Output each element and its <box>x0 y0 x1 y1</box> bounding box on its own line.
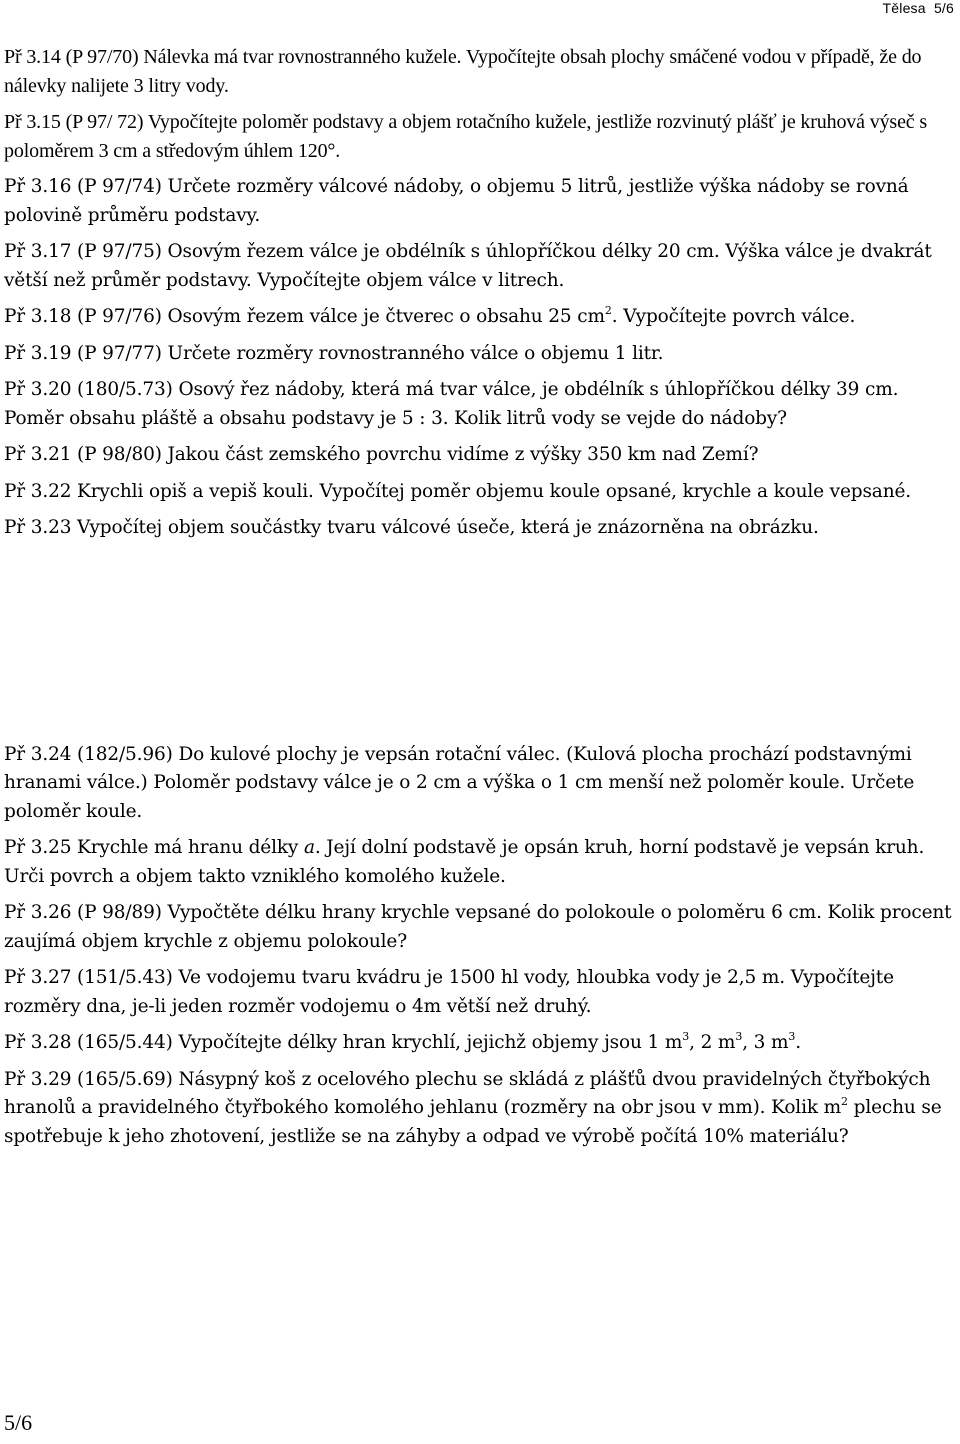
problem-text: Př 3.14 (P 97/70) Nálevka má tvar rovnostranného kužele. Vypočítejte obsah plochy smáčené vodou v případě, že do nálevky nalijete 3 litry vody. <box>4 46 922 97</box>
superscript: 3 <box>682 1029 690 1043</box>
figure-space <box>4 551 956 741</box>
problem-3-29 <box>4 1066 956 1152</box>
page-footer <box>4 1410 32 1436</box>
problem-3-21 <box>4 441 956 470</box>
page-header <box>883 0 954 16</box>
problem-text: Př 3.17 (P 97/75) Osovým řezem válce je obdélník s úhlopříčkou délky 20 cm. Výška válce je dvakrát větší než průměr podstavy. Vypočítejte objem válce v litrech. <box>4 241 932 291</box>
problem-text: Př 3.23 Vypočítej objem součástky tvaru válcové úseče, která je znázorněna na obrázku. <box>4 517 819 538</box>
problem-3-18 <box>4 303 956 332</box>
problem-3-28 <box>4 1029 956 1058</box>
superscript: 3 <box>788 1029 796 1043</box>
problem-text: Př 3.25 Krychle má hranu délky <box>4 837 304 858</box>
superscript: 3 <box>735 1029 743 1043</box>
problem-text: Př 3.20 (180/5.73) Osový řez nádoby, která má tvar válce, je obdélník s úhlopříčkou délky 39 cm. Poměr obsahu pláště a obsahu podstavy je 5 : 3. Kolik litrů vody se vejde do nádoby? <box>4 379 899 429</box>
problem-3-27 <box>4 964 956 1021</box>
problem-text: Př 3.22 Krychli opiš a vepiš kouli. Vypočítej poměr objemu koule opsané, krychle a koule vepsané. <box>4 480 911 502</box>
problem-text: Př 3.16 (P 97/74) Určete rozměry válcové nádoby, o objemu 5 litrů, jestliže výška nádoby se rovná polovině průměru podstavy. <box>4 176 909 226</box>
problem-text: Př 3.29 (165/5.69) Násypný koš z ocelového plechu se skládá z plášťů dvou pravidelných čtyřbokých hranolů a pravidelného čtyřbokého komolého jehlanu (rozměry na obr jsou v mm). Kolik m <box>4 1068 931 1118</box>
problem-text: Př 3.28 (165/5.44) Vypočítejte délky hran krychlí, jejichž objemy jsou 1 m <box>4 1032 683 1053</box>
problem-text: Př 3.21 (P 98/80) Jakou část zemského povrchu vidíme z výšky 350 km nad Zemí? <box>4 444 759 465</box>
problem-text: plechu se spotřebuje k jeho zhotovení, jestliže se na záhyby a odpad ve výrobě počítá 10% materiálu? <box>4 1097 942 1147</box>
problem-3-24 <box>4 741 956 827</box>
problem-text: Př 3.15 (P 97/ 72) Vypočítejte poloměr podstavy a objem rotačního kužele, jestliže rozvinutý plášť je kruhová výseč s poloměrem 3 cm a středovým úhlem 120°. <box>4 111 928 162</box>
superscript: 2 <box>604 303 612 317</box>
problem-text: , 3 m <box>742 1032 789 1053</box>
problem-text: , 2 m <box>689 1032 736 1053</box>
problem-3-15 <box>4 108 956 165</box>
problem-text: Př 3.18 (P 97/76) Osovým řezem válce je čtverec o obsahu 25 cm <box>4 306 605 327</box>
problem-text: Př 3.24 (182/5.96) Do kulové plochy je vepsán rotační válec. (Kulová plocha prochází podstavnými hranami válce.) Poloměr podstavy válce je o 2 cm a výška o 1 cm menší než poloměr koule. Určete poloměr koule. <box>4 743 915 822</box>
problem-text: . Její dolní podstavě je opsán kruh, horní podstavě je vepsán kruh. Urči povrch a objem takto vzniklého komolého kužele. <box>4 837 925 887</box>
problem-3-14 <box>4 43 956 100</box>
problem-list <box>4 43 956 1159</box>
problem-text: Př 3.27 (151/5.43) Ve vodojemu tvaru kvádru je 1500 hl vody, hloubka vody je 2,5 m. Vypočítejte rozměry dna, je-li jeden rozměr vodojemu o 4m větší než druhý. <box>4 967 894 1017</box>
superscript: 2 <box>841 1094 848 1108</box>
problem-3-26 <box>4 899 956 956</box>
problem-text: . Vypočítejte povrch válce. <box>611 306 856 327</box>
footer-page-number: 5/6 <box>4 1410 33 1435</box>
problem-3-20 <box>4 376 956 433</box>
problem-3-22 <box>4 478 956 507</box>
italic-variable: a <box>303 837 315 858</box>
problem-3-17 <box>4 238 956 295</box>
problem-3-23 <box>4 514 956 543</box>
problem-3-25 <box>4 834 956 891</box>
problem-3-19 <box>4 340 956 369</box>
problem-text: Př 3.26 (P 98/89) Vypočtěte délku hrany krychle vepsané do polokoule o poloměru 6 cm. Kolik procent zaujímá objem krychle z objemu polokoule? <box>4 902 952 952</box>
problem-3-16 <box>4 173 956 230</box>
header-title: Tělesa <box>882 0 926 16</box>
problem-text: . <box>795 1032 801 1053</box>
problem-text: Př 3.19 (P 97/77) Určete rozměry rovnostranného válce o objemu 1 litr. <box>4 342 664 364</box>
header-page-number: 5/6 <box>933 0 954 16</box>
